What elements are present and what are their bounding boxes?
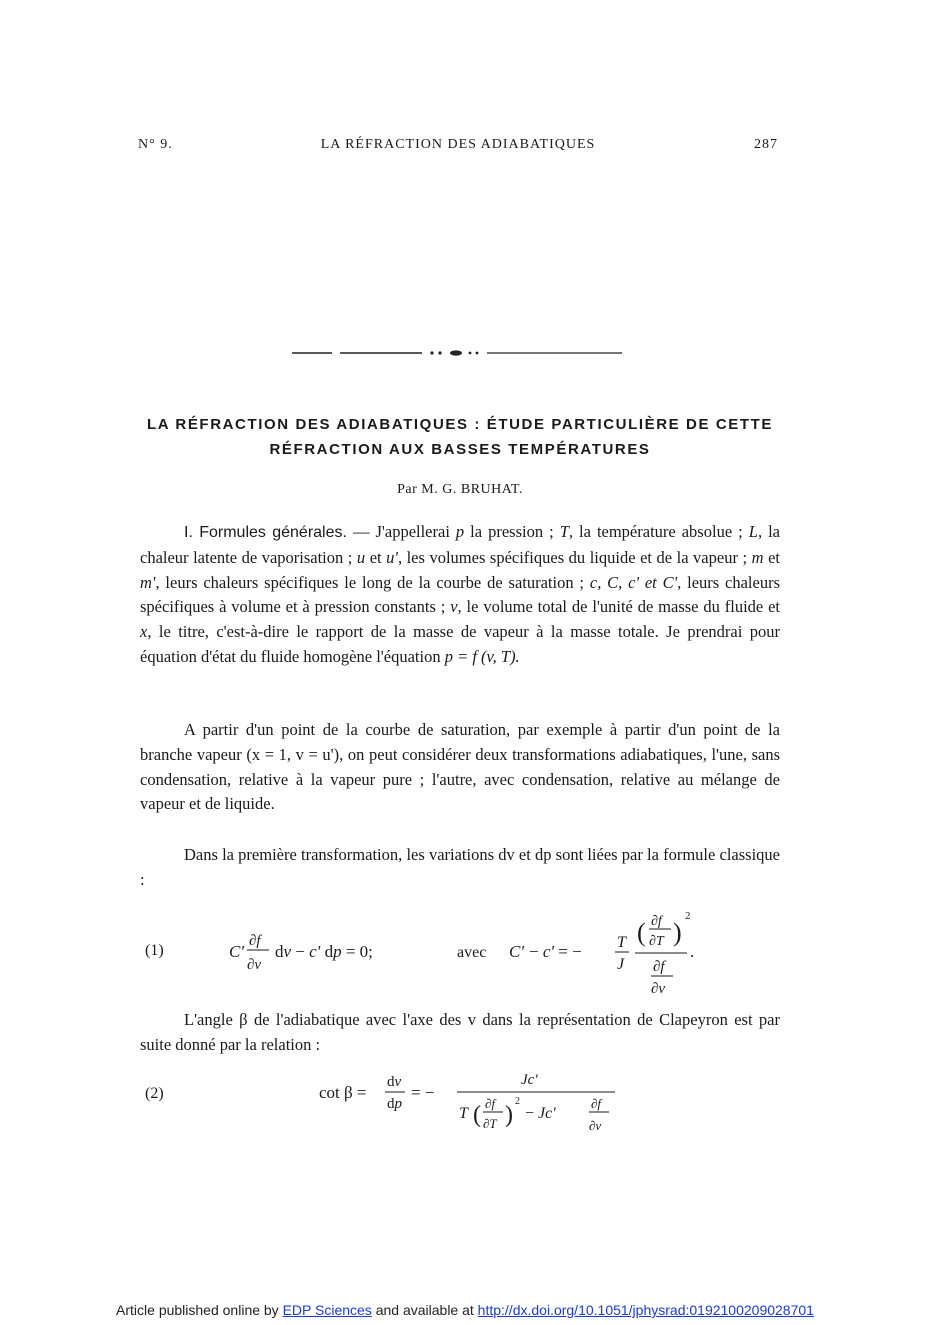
publication-footer	[0, 1302, 930, 1318]
svg-text:∂f: ∂f	[249, 933, 261, 949]
page-number: 287	[754, 137, 778, 152]
running-title: LA RÉFRACTION DES ADIABATIQUES	[320, 137, 596, 152]
text-run: , la chaleur latente de vaporisation ;	[140, 522, 780, 567]
equation-2	[315, 1068, 635, 1140]
text-run: , la température absolue ;	[568, 522, 749, 541]
symbol: p	[455, 522, 465, 541]
svg-text:∂v: ∂v	[589, 1118, 602, 1133]
ornament-rule	[292, 345, 622, 359]
svg-text:∂f: ∂f	[651, 914, 662, 929]
svg-text:): )	[673, 918, 682, 947]
doi-link[interactable]: http://dx.doi.org/10.1051/jphysrad:0192100209028701	[477, 1302, 814, 1318]
svg-text:∂T: ∂T	[649, 934, 664, 949]
svg-text:Jc': Jc'	[521, 1072, 538, 1088]
symbol: c, C, c' et C'	[589, 572, 678, 592]
svg-text:C': C'	[229, 942, 244, 961]
svg-text:∂v: ∂v	[651, 981, 666, 997]
svg-text:cot β =: cot β =	[319, 1083, 367, 1102]
svg-text:− c' = −: − c' = −	[529, 942, 582, 961]
symbol: L	[748, 522, 758, 541]
svg-text:dp: dp	[387, 1096, 402, 1112]
author-line: Par M. G. BRUHAT.	[397, 482, 523, 497]
text-run: la pression ;	[464, 522, 560, 541]
svg-text:C': C'	[509, 942, 524, 961]
svg-text:∂f: ∂f	[591, 1096, 602, 1111]
symbol: u'	[386, 547, 398, 567]
title-line-1: LA RÉFRACTION DES ADIABATIQUES : ÉTUDE PARTICULIÈRE DE CETTE	[146, 416, 773, 433]
paragraph-4: L'angle β de l'adiabatique avec l'axe des v dans la représentation de Clapeyron est par suite donné par la relation :	[140, 1010, 780, 1054]
text-run: , les volumes spécifiques du liquide et de la vapeur ;	[397, 547, 752, 567]
svg-text:∂v: ∂v	[247, 957, 262, 973]
issue-number: N° 9.	[138, 137, 173, 152]
state-equation: p = f (v, T).	[444, 646, 520, 666]
svg-text:∂T: ∂T	[483, 1116, 497, 1131]
section-heading: I. Formules générales.	[184, 524, 347, 541]
equation-2-number: (2)	[145, 1085, 164, 1102]
svg-text:− Jc': − Jc'	[525, 1105, 556, 1122]
svg-text:∂f: ∂f	[653, 959, 665, 975]
symbol: x	[140, 622, 148, 642]
svg-text:T: T	[459, 1105, 468, 1122]
paragraph-2: A partir d'un point de la courbe de saturation, par exemple à partir d'un point de la branche vapeur (x = 1, v = u'), on peut considérer deux transformations adiabatiques, l'une, sans condensation, relative à la vapeur pure ; l'autre, avec condensation, relative au mélange de vapeur et de liquide.	[140, 720, 780, 814]
svg-text:T: T	[617, 934, 626, 951]
paragraph-1	[140, 520, 780, 670]
symbol: m'	[140, 572, 156, 592]
article-title	[140, 412, 780, 462]
equation-1-number: (1)	[145, 942, 164, 959]
svg-text:2: 2	[515, 1096, 520, 1107]
svg-text:.: .	[690, 942, 695, 961]
svg-text:avec: avec	[457, 944, 487, 961]
svg-text:J: J	[617, 956, 625, 973]
title-line-2: RÉFRACTION AUX BASSES TEMPÉRATURES	[269, 441, 651, 458]
svg-text:(: (	[473, 1102, 481, 1128]
symbol: m	[751, 547, 764, 567]
svg-text:∂f: ∂f	[485, 1096, 496, 1111]
footer-text: Article published online by	[116, 1302, 283, 1318]
text-run: et	[763, 547, 780, 567]
text-run: , le volume total de l'unité de masse du fluide et	[457, 597, 781, 617]
symbol: v	[450, 597, 458, 617]
text-run: , le titre, c'est-à-dire le rapport de la masse de vapeur à la masse totale. Je prendrai pour équation d'état du fluide homogène l'équation	[140, 622, 780, 666]
svg-text:): )	[505, 1102, 513, 1128]
edp-sciences-link[interactable]: EDP Sciences	[282, 1302, 372, 1318]
symbol: T	[559, 522, 569, 541]
running-head	[138, 137, 778, 157]
text-run: , leurs chaleurs spécifiques à volume et à pression constants ;	[140, 572, 781, 617]
text-run: — J'appellerai	[346, 522, 456, 541]
equation-1	[225, 905, 785, 1000]
svg-text:dv: dv	[387, 1074, 402, 1090]
footer-text: and available at	[371, 1302, 478, 1318]
svg-text:2: 2	[685, 910, 691, 922]
svg-text:(: (	[637, 918, 646, 947]
svg-text:= −: = −	[411, 1083, 435, 1102]
svg-text:dv − c' dp = 0;: dv − c' dp = 0;	[275, 942, 373, 961]
text-run: et	[365, 547, 387, 567]
text-run: , leurs chaleurs spécifiques le long de la courbe de saturation ;	[155, 572, 590, 592]
symbol: u	[356, 547, 366, 567]
paragraph-3: Dans la première transformation, les variations dv et dp sont liées par la formule classique :	[140, 845, 780, 889]
